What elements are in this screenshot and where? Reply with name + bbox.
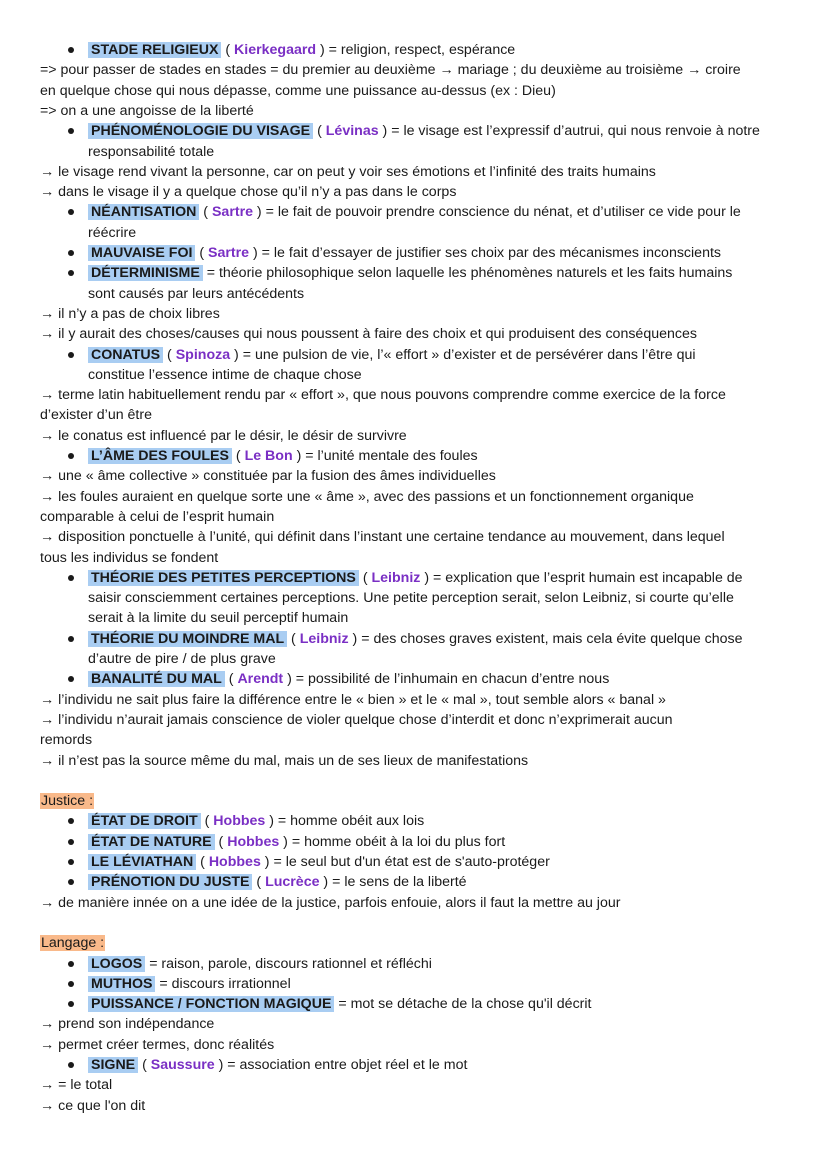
bullet-item: ÉTAT DE DROIT ( Hobbes ) = homme obéit aux lois: [88, 811, 424, 831]
text-line: → terme latin habituellement rendu par « effort », que nous pouvons comprendre comme exercice de la force: [40, 387, 726, 404]
author-name: Kierkegaard: [234, 42, 317, 58]
author-name: Leibniz: [371, 569, 421, 586]
bullet-continuation: réécrire: [88, 224, 137, 241]
bullet-item: L’ÂME DES FOULES ( Le Bon ) = l’unité mentale des foules: [88, 446, 478, 466]
author-name: Hobbes: [227, 833, 280, 850]
text-line: remords: [40, 732, 93, 749]
text-line: → une « âme collective » constituée par la fusion des âmes individuelles: [40, 468, 496, 485]
concept-definition: possibilité de l’inhumain en chacun d’entre nous: [308, 671, 610, 688]
bullet-dot-icon: [68, 1001, 74, 1007]
bullet-dot-icon: [68, 676, 74, 682]
bullet-item: SIGNE ( Saussure ) = association entre objet réel et le mot: [88, 1055, 467, 1075]
author-name: Sartre: [208, 245, 250, 261]
text-line: en quelque chose qui nous dépasse, comme une puissance au-dessus (ex : Dieu): [40, 82, 556, 99]
bullet-continuation: serait à la limite du seuil perceptif humain: [88, 610, 349, 627]
bullet-item: THÉORIE DES PETITES PERCEPTIONS ( Leibniz ) = explication que l’esprit humain est incapable de: [88, 568, 743, 588]
concept-term: MAUVAISE FOI: [88, 245, 195, 261]
bullet-item: NÉANTISATION ( Sartre ) = le fait de pouvoir prendre conscience du nénat, et d’utiliser ce vide pour le: [88, 202, 741, 222]
concept-term: STADE RELIGIEUX: [88, 42, 221, 58]
concept-definition: discours irrationnel: [171, 975, 291, 992]
concept-definition: le sens de la liberté: [344, 874, 467, 891]
concept-term: THÉORIE DU MOINDRE MAL: [88, 631, 287, 647]
text-line: → prend son indépendance: [40, 1016, 215, 1033]
text-line: → les foules auraient en quelque sorte une « âme », avec des passions et un fonctionnement organique: [40, 488, 694, 505]
concept-definition: le fait de pouvoir prendre conscience du nénat, et d’utiliser ce vide pour le: [277, 204, 741, 221]
text-line: → le conatus est influencé par le désir, le désir de survivre: [40, 427, 407, 444]
concept-definition: le fait d’essayer de justifier ses choix par des mécanismes inconscients: [273, 245, 721, 261]
concept-term: BANALITÉ DU MAL: [88, 671, 225, 687]
concept-definition: une pulsion de vie, l’« effort » d’exister et de persévérer dans l’être qui: [254, 346, 696, 363]
text-line: → il n’est pas la source même du mal, mais un de ses lieux de manifestations: [40, 752, 529, 769]
concept-definition: homme obéit aux lois: [290, 813, 425, 830]
bullet-item: LOGOS = raison, parole, discours rationnel et réfléchi: [88, 954, 432, 974]
text-line: → permet créer termes, donc réalités: [40, 1036, 275, 1053]
bullet-dot-icon: [68, 270, 74, 276]
concept-term: PUISSANCE / FONCTION MAGIQUE: [88, 996, 334, 1012]
bullet-item: PUISSANCE / FONCTION MAGIQUE = mot se détache de la chose qu'il décrit: [88, 994, 591, 1014]
bullet-item: ÉTAT DE NATURE ( Hobbes ) = homme obéit à la loi du plus fort: [88, 832, 505, 852]
bullet-item: MAUVAISE FOI ( Sartre ) = le fait d’essayer de justifier ses choix par des mécanismes inconscients: [88, 243, 721, 263]
concept-term: L’ÂME DES FOULES: [88, 448, 232, 464]
text-line: → dans le visage il y a quelque chose qu’il n’y a pas dans le corps: [40, 184, 457, 201]
bullet-item: BANALITÉ DU MAL ( Arendt ) = possibilité de l’inhumain en chacun d’entre nous: [88, 669, 609, 689]
bullet-dot-icon: [68, 636, 74, 642]
author-name: Le Bon: [244, 448, 293, 464]
concept-definition: religion, respect, espérance: [340, 42, 516, 58]
author-name: Lucrèce: [265, 874, 320, 891]
bullet-dot-icon: [68, 1062, 74, 1068]
section-label: Langage :: [41, 935, 105, 952]
author-name: Hobbes: [208, 854, 261, 870]
concept-definition: théorie philosophique selon laquelle les phénomènes naturels et les faits humains: [218, 265, 733, 282]
bullet-continuation: constitue l’essence intime de chaque chose: [88, 366, 362, 383]
concept-term: LE LÉVIATHAN: [88, 854, 196, 870]
concept-term: THÉORIE DES PETITES PERCEPTIONS: [88, 570, 359, 586]
bullet-continuation: d’autre de pire / de plus grave: [88, 651, 276, 667]
bullet-item: PRÉNOTION DU JUSTE ( Lucrèce ) = le sens de la liberté: [88, 872, 467, 892]
author-name: Leibniz: [299, 630, 349, 647]
concept-definition: explication que l’esprit humain est incapable de: [445, 569, 743, 586]
bullet-continuation: sont causés par leurs antécédents: [88, 285, 305, 302]
text-line: comparable à celui de l’esprit humain: [40, 508, 275, 525]
bullet-dot-icon: [68, 859, 74, 865]
concept-term: PHÉNOMÉNOLOGIE DU VISAGE: [88, 123, 313, 139]
concept-definition: le visage est l’expressif d’autrui, qui nous renvoie à notre: [403, 123, 760, 140]
bullet-dot-icon: [68, 818, 74, 824]
concept-definition: le seul but d'un état est de s'auto-protéger: [285, 854, 550, 870]
author-name: Arendt: [237, 671, 284, 688]
bullet-continuation: saisir consciemment certaines perceptions. Une petite perception serait, selon Leibniz, si courte qu’elle: [88, 590, 734, 607]
concept-term: DÉTERMINISME: [88, 265, 203, 281]
bullet-dot-icon: [68, 47, 74, 53]
bullet-dot-icon: [68, 250, 74, 256]
bullet-dot-icon: [68, 209, 74, 215]
concept-term: SIGNE: [88, 1057, 138, 1073]
bullet-item: DÉTERMINISME = théorie philosophique selon laquelle les phénomènes naturels et les faits humains: [88, 263, 732, 283]
concept-term: CONATUS: [88, 347, 163, 363]
author-name: Sartre: [211, 204, 253, 221]
text-line: → ce que l'on dit: [40, 1097, 146, 1114]
text-line: → l’individu ne sait plus faire la différence entre le « bien » et le « mal », tout semble alors « banal »: [40, 691, 666, 708]
text-line: => on a une angoisse de la liberté: [40, 102, 254, 119]
text-line: → = le total: [40, 1077, 113, 1094]
bullet-dot-icon: [68, 128, 74, 134]
bullet-item: THÉORIE DU MOINDRE MAL ( Leibniz ) = des choses graves existent, mais cela évite quelque chose: [88, 629, 743, 649]
concept-term: PRÉNOTION DU JUSTE: [88, 874, 252, 890]
concept-definition: des choses graves existent, mais cela évite quelque chose: [373, 630, 743, 647]
bullet-dot-icon: [68, 981, 74, 987]
concept-definition: mot se détache de la chose qu'il décrit: [350, 996, 592, 1013]
text-line: → de manière innée on a une idée de la justice, parfois enfouie, alors il faut la mettre au jour: [40, 894, 621, 911]
section-heading: [40, 933, 105, 953]
concept-term: ÉTAT DE NATURE: [88, 834, 215, 850]
author-name: Hobbes: [213, 813, 266, 830]
bullet-dot-icon: [68, 453, 74, 459]
bullet-item: PHÉNOMÉNOLOGIE DU VISAGE ( Lévinas ) = le visage est l’expressif d’autrui, qui nous renvoie à notre: [88, 121, 760, 141]
text-line: → il n’y a pas de choix libres: [40, 305, 220, 322]
section-heading: [40, 791, 94, 811]
concept-definition: homme obéit à la loi du plus fort: [304, 833, 506, 850]
bullet-item: MUTHOS = discours irrationnel: [88, 974, 291, 994]
text-line: tous les individus se fondent: [40, 549, 219, 566]
bullet-dot-icon: [68, 575, 74, 581]
bullet-item: LE LÉVIATHAN ( Hobbes ) = le seul but d'un état est de s'auto-protéger: [88, 852, 550, 872]
bullet-dot-icon: [68, 839, 74, 845]
concept-term: LOGOS: [88, 956, 145, 972]
text-line: => pour passer de stades en stades = du premier au deuxième → mariage ; du deuxième au troisième → croire: [40, 62, 741, 79]
bullet-dot-icon: [68, 961, 74, 967]
text-line: → le visage rend vivant la personne, car on peut y voir ses émotions et l’infinité des traits humains: [40, 163, 656, 180]
author-name: Saussure: [150, 1057, 215, 1073]
author-name: Spinoza: [175, 346, 231, 363]
concept-definition: l’unité mentale des foules: [317, 448, 478, 464]
bullet-continuation: responsabilité totale: [88, 143, 215, 160]
bullet-item: STADE RELIGIEUX ( Kierkegaard ) = religion, respect, espérance: [88, 40, 515, 60]
section-label: Justice :: [41, 793, 94, 810]
concept-definition: association entre objet réel et le mot: [239, 1057, 468, 1073]
text-line: d’exister d’un être: [40, 407, 152, 424]
text-line: → disposition ponctuelle à l’unité, qui définit dans l’instant une certaine tendance au mouvement, dans lequel: [40, 529, 725, 546]
text-line: → l’individu n’aurait jamais conscience de violer quelque chose d’interdit et donc n’exprimerait aucun: [40, 711, 673, 728]
concept-term: MUTHOS: [88, 976, 155, 992]
bullet-dot-icon: [68, 879, 74, 885]
author-name: Lévinas: [325, 123, 379, 140]
bullet-dot-icon: [68, 352, 74, 358]
concept-term: ÉTAT DE DROIT: [88, 813, 201, 829]
concept-definition: raison, parole, discours rationnel et réfléchi: [161, 955, 432, 972]
bullet-item: CONATUS ( Spinoza ) = une pulsion de vie, l’« effort » d’exister et de persévérer dans l’être qui: [88, 345, 696, 365]
concept-term: NÉANTISATION: [88, 204, 199, 220]
text-line: → il y aurait des choses/causes qui nous poussent à faire des choix et qui produisent des conséquences: [40, 326, 697, 343]
